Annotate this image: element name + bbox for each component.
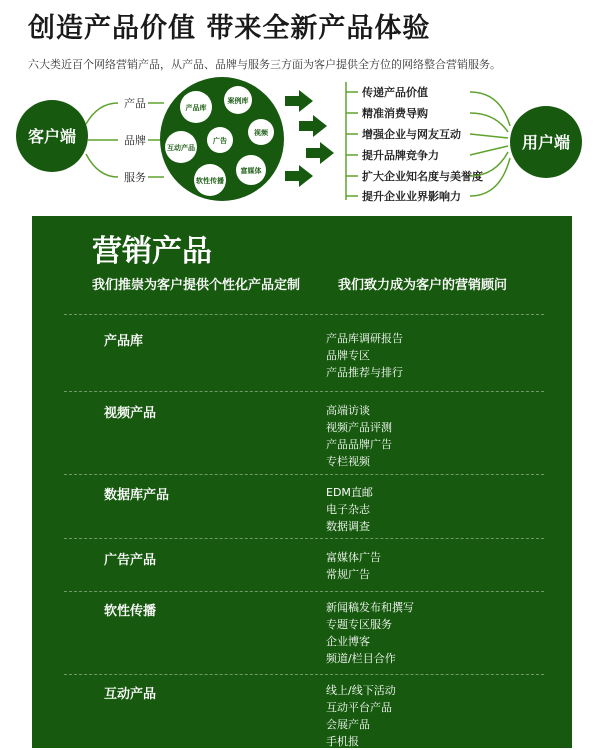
- value-item: 提升企业业界影响力: [362, 190, 461, 203]
- section-item: 品牌专区: [326, 349, 370, 362]
- section-item: 会展产品: [326, 718, 370, 731]
- value-item: 提升品牌竞争力: [362, 149, 439, 162]
- divider: [64, 314, 544, 315]
- aspect-brand: 品牌: [124, 134, 146, 147]
- section-item: 富媒体广告: [326, 551, 381, 564]
- divider: [64, 591, 544, 592]
- section-item: 频道/栏目合作: [326, 652, 396, 665]
- section-item: 视频产品评测: [326, 421, 392, 434]
- section-item: 电子杂志: [326, 503, 370, 516]
- panel-subtitle-left: 我们推崇为客户提供个性化产品定制: [92, 278, 301, 293]
- section-item: 数据调查: [326, 520, 370, 533]
- section-items: [326, 402, 392, 470]
- section-item: 互动平台产品: [326, 701, 392, 714]
- section-items: [326, 484, 373, 535]
- section-item: 高端访谈: [326, 404, 370, 417]
- value-item: 精准消费导购: [362, 107, 428, 120]
- divider: [64, 391, 544, 392]
- section-items: [326, 599, 414, 667]
- marketing-flow-diagram: [0, 76, 600, 216]
- section-items: [326, 549, 381, 583]
- product-cases-label: 案例库: [227, 97, 249, 105]
- section-item: 专栏视频: [326, 455, 370, 468]
- arrow-right-icon: [306, 142, 334, 164]
- section-title: 产品库: [104, 334, 144, 349]
- product-video-label: 视频: [254, 129, 268, 137]
- value-item: 增强企业与网友互动: [362, 128, 461, 141]
- value-item: 扩大企业知名度与美誉度: [362, 170, 483, 183]
- arrow-right-icon: [299, 115, 327, 137]
- section-title: 广告产品: [104, 553, 157, 568]
- product-library-label: 产品库: [185, 104, 207, 112]
- section-items: [326, 682, 396, 750]
- section-title: 数据库产品: [104, 488, 170, 503]
- section-title: 软性传播: [104, 604, 157, 619]
- customer-label: 客户端: [27, 127, 77, 146]
- connector-product: [86, 103, 118, 124]
- divider: [64, 674, 544, 675]
- section-item: 产品库调研报告: [326, 332, 403, 345]
- section-item: 企业博客: [326, 635, 370, 648]
- product-soft-label: 软性传播: [196, 177, 224, 185]
- section-item: 专题专区服务: [326, 618, 392, 631]
- arrow-right-icon: [285, 90, 313, 112]
- product-interactive-label: 互动产品: [167, 144, 195, 152]
- section-item: 新闻稿发布和撰写: [326, 601, 414, 614]
- marketing-products-panel: [32, 216, 572, 748]
- section-item: 产品品牌广告: [326, 438, 392, 451]
- section-item: 手机报: [326, 735, 359, 748]
- panel-subtitle-right: 我们致力成为客户的营销顾问: [338, 278, 508, 293]
- divider: [64, 474, 544, 475]
- aspect-service: 服务: [124, 171, 146, 184]
- user-label: 用户端: [521, 133, 571, 152]
- panel-title: 营销产品: [92, 234, 212, 269]
- connector-service: [86, 154, 118, 177]
- section-item: 常规广告: [326, 568, 370, 581]
- divider: [64, 538, 544, 539]
- product-richmedia-label: 富媒体: [240, 167, 262, 175]
- section-item: EDM直邮: [326, 486, 373, 499]
- aspect-product: 产品: [124, 97, 146, 110]
- arrow-right-icon: [285, 165, 313, 187]
- page-title: 创造产品价值 带来全新产品体验: [28, 13, 431, 44]
- section-title: 视频产品: [104, 406, 157, 421]
- section-title: 互动产品: [104, 687, 157, 702]
- product-ads-label: 广告: [213, 137, 227, 145]
- section-items: [326, 330, 403, 381]
- page-subtitle: 六大类近百个网络营销产品，从产品、品牌与服务三方面为客户提供全方位的网络整合营销服务。: [28, 58, 501, 71]
- value-item: 传递产品价值: [362, 86, 428, 99]
- section-item: 线上/线下活动: [326, 684, 396, 697]
- section-item: 产品推荐与排行: [326, 366, 403, 379]
